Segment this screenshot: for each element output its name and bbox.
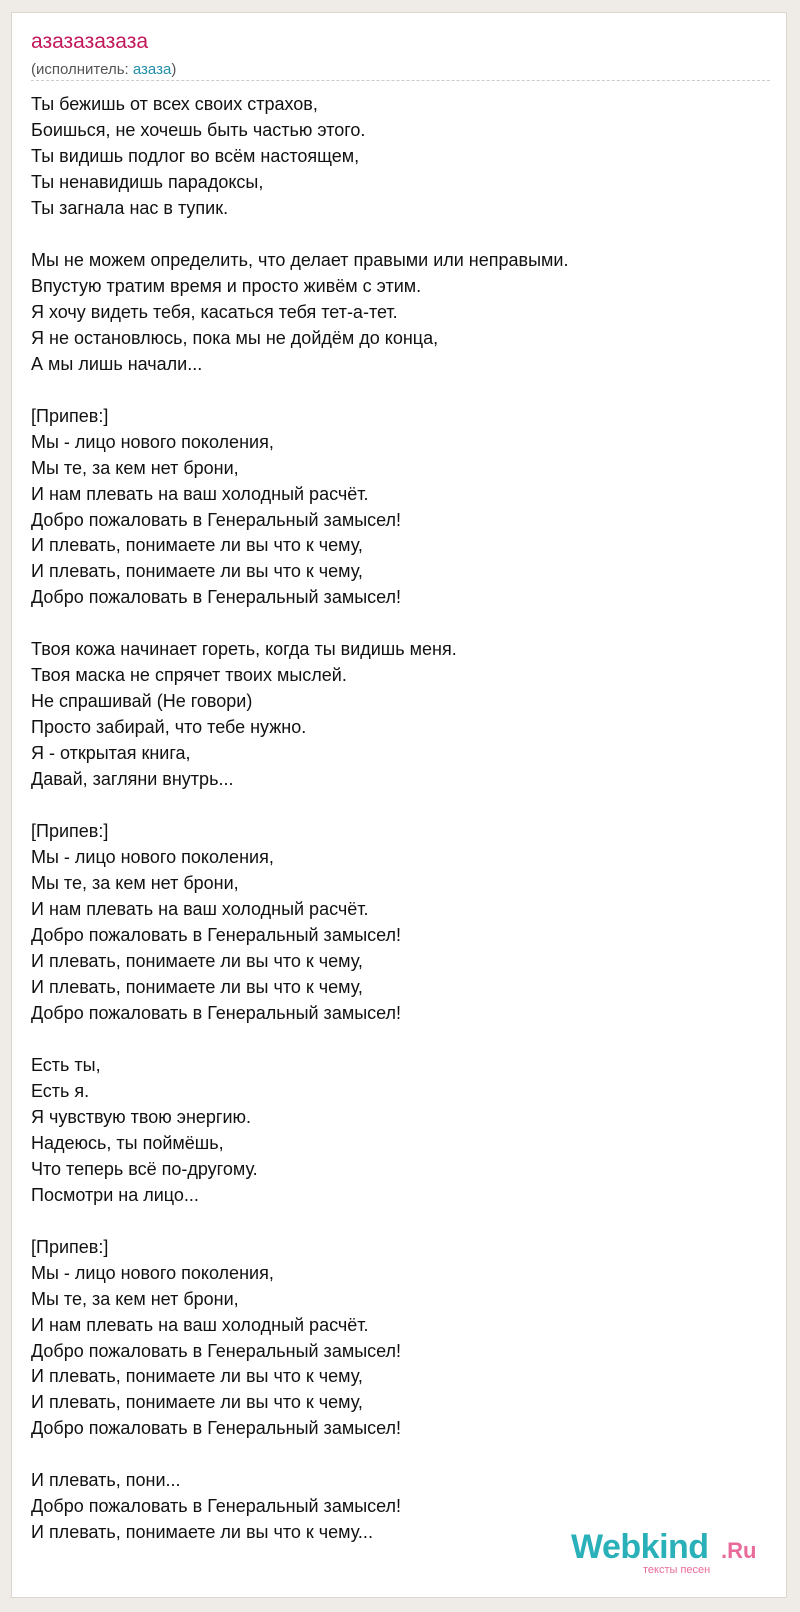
lyric-line: [Припев:] <box>31 1236 109 1257</box>
lyric-line: Добро пожаловать в Генеральный замысел! <box>31 1002 402 1023</box>
lyric-line: И плевать, понимаете ли вы что к чему, <box>31 561 363 582</box>
lyric-line: И плевать, понимаете ли вы что к чему, <box>31 1366 363 1387</box>
song-title: азазазазаза <box>31 30 149 53</box>
lyric-line: Твоя кожа начинает гореть, когда ты видишь меня. <box>31 639 457 660</box>
artist-link[interactable]: азаза <box>132 61 172 78</box>
artist-prefix: (исполнитель: <box>31 61 133 78</box>
lyric-line: Ты ненавидишь парадоксы, <box>31 171 264 192</box>
lyric-line: Ты видишь подлог во всём настоящем, <box>31 145 360 166</box>
lyric-line: Мы - лицо нового поколения, <box>31 431 274 452</box>
stanza-gap <box>31 611 568 637</box>
lyric-line: Давай, загляни внутрь... <box>31 769 234 790</box>
lyric-line: Не спрашивай (Не говори) <box>31 691 253 712</box>
lyric-line: Мы те, за кем нет брони, <box>31 457 239 478</box>
artist-line <box>31 61 176 78</box>
stanza-gap <box>31 1209 568 1235</box>
lyric-line: Твоя маска не спрячет твоих мыслей. <box>31 665 347 686</box>
logo-tld: .Ru <box>721 1538 757 1563</box>
lyric-line: И нам плевать на ваш холодный расчёт. <box>31 483 369 504</box>
stanza-gap <box>31 793 568 819</box>
lyric-line: Есть ты, <box>31 1054 101 1075</box>
lyric-line: Добро пожаловать в Генеральный замысел! <box>31 509 402 530</box>
stanza-gap <box>31 1442 568 1468</box>
logo-tagline: тексты песен <box>643 1564 711 1576</box>
lyric-line: И плевать, понимаете ли вы что к чему, <box>31 950 363 971</box>
stanza-gap <box>31 378 568 404</box>
stanza-gap <box>31 1027 568 1053</box>
lyric-line: Что теперь всё по-другому. <box>31 1158 258 1179</box>
lyric-line: Добро пожаловать в Генеральный замысел! <box>31 925 402 945</box>
lyric-line: Просто забирай, что тебе нужно. <box>31 717 307 738</box>
lyric-line: И плевать, понимаете ли вы что к чему, <box>31 976 363 997</box>
site-logo[interactable] <box>571 1528 761 1578</box>
lyric-line: Мы те, за кем нет брони, <box>31 873 239 894</box>
lyric-line: Мы те, за кем нет брони, <box>31 1288 239 1309</box>
lyric-line: Мы - лицо нового поколения, <box>31 847 274 868</box>
lyric-line: А мы лишь начали... <box>31 353 203 374</box>
lyric-line: И плевать, пони... <box>31 1470 181 1491</box>
lyrics-text <box>31 92 568 1546</box>
lyric-line: Мы - лицо нового поколения, <box>31 1262 274 1283</box>
lyric-line: Добро пожаловать в Генеральный замысел! <box>31 587 402 608</box>
lyric-line: Я чувствую твою энергию. <box>31 1106 252 1127</box>
lyric-line: И нам плевать на ваш холодный расчёт. <box>31 1314 369 1335</box>
lyric-line: Добро пожаловать в Генеральный замысел! <box>31 1418 402 1439</box>
lyric-line: Добро пожаловать в Генеральный замысел! <box>31 1340 402 1361</box>
lyric-line: И плевать, понимаете ли вы что к чему, <box>31 1392 363 1413</box>
lyric-line: Я - открытая книга, <box>31 743 191 764</box>
logo-wordmark: Webkind <box>571 1528 709 1566</box>
lyric-line: Боишься, не хочешь быть частью этого. <box>31 119 366 140</box>
lyric-line: Добро пожаловать в Генеральный замысел! <box>31 1496 402 1517</box>
lyric-line: Впустую тратим время и просто живём с этим. <box>31 275 422 296</box>
lyric-line: Я не остановлюсь, пока мы не дойдём до конца, <box>31 327 439 348</box>
lyric-line: [Припев:] <box>31 405 109 426</box>
lyric-line: Посмотри на лицо... <box>31 1184 199 1205</box>
lyric-line: И плевать, понимаете ли вы что к чему... <box>31 1522 373 1543</box>
lyric-line: Ты бежишь от всех своих страхов, <box>31 94 318 114</box>
lyric-line: [Припев:] <box>31 821 109 842</box>
lyric-line: Ты загнала нас в тупик. <box>31 197 229 218</box>
lyric-line: Мы не можем определить, что делает правыми или неправыми. <box>31 249 569 270</box>
artist-suffix: ) <box>171 61 177 78</box>
lyric-line: Я хочу видеть тебя, касаться тебя тет-а-тет. <box>31 301 398 322</box>
title-divider <box>31 80 770 81</box>
lyric-line: И нам плевать на ваш холодный расчёт. <box>31 899 369 920</box>
lyric-line: Надеюсь, ты поймёшь, <box>31 1132 224 1153</box>
lyric-line: Есть я. <box>31 1080 90 1101</box>
stanza-gap <box>31 222 568 248</box>
lyric-line: И плевать, понимаете ли вы что к чему, <box>31 535 363 556</box>
